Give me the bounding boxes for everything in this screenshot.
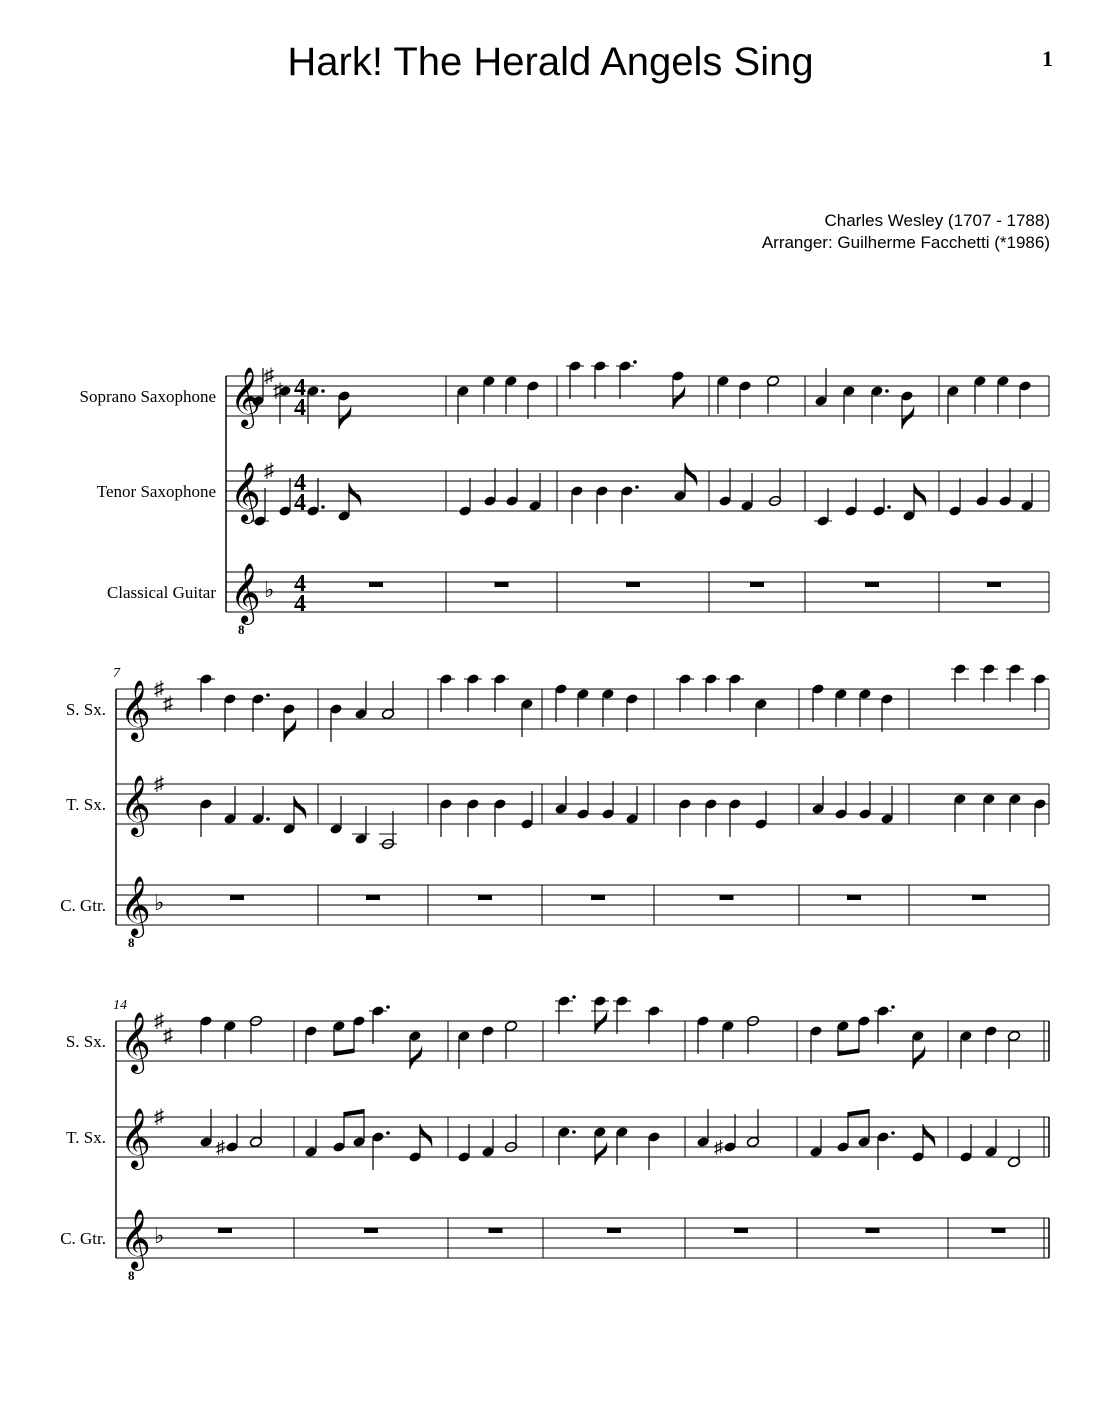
whole-rest-icon bbox=[847, 895, 861, 900]
treble-clef-icon: 𝄞 bbox=[120, 1014, 151, 1071]
flat-icon: ♭ bbox=[264, 577, 275, 602]
sharp-icon: ♯ bbox=[154, 678, 164, 700]
dot bbox=[321, 389, 325, 393]
whole-rest-icon bbox=[734, 1228, 748, 1233]
staff bbox=[116, 876, 1049, 950]
guitar-part bbox=[218, 1228, 1006, 1233]
eighth-flag bbox=[673, 385, 685, 409]
treble-clef-icon: 𝄞 bbox=[230, 565, 261, 622]
instrument-label: T. Sx. bbox=[66, 1128, 106, 1147]
whole-rest-icon bbox=[478, 895, 492, 900]
instrument-label: S. Sx. bbox=[65, 700, 106, 719]
flat-icon: ♭ bbox=[154, 890, 165, 915]
dot bbox=[885, 389, 889, 393]
dot bbox=[266, 817, 270, 821]
dot bbox=[321, 505, 325, 509]
beam bbox=[838, 1049, 859, 1057]
guitar-part bbox=[369, 582, 1001, 587]
eighth-flag bbox=[349, 483, 361, 507]
eighth-flag bbox=[284, 718, 296, 742]
whole-rest-icon bbox=[972, 895, 986, 900]
dot bbox=[891, 1131, 895, 1135]
soprano-part bbox=[251, 360, 1031, 429]
whole-rest-icon bbox=[366, 895, 380, 900]
time-signature-bottom: 4 bbox=[294, 395, 306, 421]
sharp-icon: ♯ bbox=[154, 773, 164, 795]
soprano-part bbox=[199, 995, 1020, 1069]
whole-rest-icon bbox=[489, 1228, 503, 1233]
dot bbox=[887, 505, 891, 509]
dot bbox=[635, 485, 639, 489]
staff bbox=[116, 773, 1049, 837]
whole-rest-icon bbox=[865, 582, 879, 587]
page-number: 1 bbox=[1042, 46, 1053, 71]
eighth-flag bbox=[923, 1124, 935, 1148]
eighth-flag bbox=[595, 1010, 607, 1034]
sharp-icon: ♯ bbox=[163, 1025, 173, 1047]
time-signature-bottom: 4 bbox=[294, 490, 306, 516]
dot bbox=[386, 1005, 390, 1009]
sharp-icon: ♯ bbox=[264, 365, 274, 387]
arranger-credit: Arranger: Guilherme Facchetti (*1986) bbox=[761, 233, 1050, 252]
dot bbox=[891, 1005, 895, 1009]
treble-clef-icon: 𝄞 bbox=[120, 1211, 151, 1268]
eighth-flag bbox=[914, 483, 926, 507]
sharp-icon: ♯ bbox=[154, 1010, 164, 1032]
beam bbox=[344, 1109, 364, 1117]
treble-clef-icon: 𝄞 bbox=[120, 777, 151, 834]
treble-clef-icon: 𝄞 bbox=[120, 1110, 151, 1167]
whole-rest-icon bbox=[750, 582, 764, 587]
treble-clef-icon: 𝄞 bbox=[120, 878, 151, 935]
sharp-icon: ♯ bbox=[163, 693, 173, 715]
octave-8-mark: 8 bbox=[128, 935, 135, 950]
dot bbox=[266, 693, 270, 697]
composer-credit: Charles Wesley (1707 - 1788) bbox=[824, 211, 1050, 230]
whole-rest-icon bbox=[992, 1228, 1006, 1233]
score-title: Hark! The Herald Angels Sing bbox=[287, 40, 814, 84]
tenor-part bbox=[199, 776, 1046, 850]
staff bbox=[116, 678, 1049, 742]
soprano-part bbox=[197, 663, 1049, 742]
guitar-part bbox=[230, 895, 986, 900]
instrument-label: C. Gtr. bbox=[60, 1229, 106, 1248]
sharp-icon: ♯ bbox=[154, 1106, 164, 1128]
sharp-icon: ♯ bbox=[216, 1137, 225, 1157]
whole-rest-icon bbox=[866, 1228, 880, 1233]
time-signature-top: 4 bbox=[294, 470, 306, 496]
whole-rest-icon bbox=[987, 582, 1001, 587]
whole-rest-icon bbox=[230, 895, 244, 900]
dot bbox=[572, 1130, 576, 1134]
whole-rest-icon bbox=[626, 582, 640, 587]
eighth-flag bbox=[294, 796, 306, 820]
whole-rest-icon bbox=[720, 895, 734, 900]
measure-number: 14 bbox=[113, 998, 127, 1013]
treble-clef-icon: 𝄞 bbox=[230, 464, 261, 521]
time-signature-top: 4 bbox=[294, 571, 306, 597]
whole-rest-icon bbox=[369, 582, 383, 587]
dot bbox=[633, 360, 637, 364]
instrument-label: Tenor Saxophone bbox=[96, 482, 216, 501]
tenor-part bbox=[251, 463, 1034, 527]
octave-8-mark: 8 bbox=[238, 622, 245, 637]
treble-clef-icon: 𝄞 bbox=[230, 369, 261, 426]
instrument-label: S. Sx. bbox=[65, 1032, 106, 1051]
sharp-icon: ♯ bbox=[264, 460, 274, 482]
octave-8-mark: 8 bbox=[128, 1268, 135, 1283]
beam bbox=[848, 1109, 869, 1117]
eighth-flag bbox=[595, 1141, 607, 1165]
sharp-icon: ♯ bbox=[714, 1137, 723, 1157]
instrument-label: T. Sx. bbox=[66, 795, 106, 814]
staff bbox=[226, 365, 1049, 429]
measure-number: 7 bbox=[113, 666, 120, 681]
dot bbox=[386, 1131, 390, 1135]
time-signature-top: 4 bbox=[294, 375, 306, 401]
time-signature-bottom: 4 bbox=[294, 591, 306, 617]
sharp-icon: ♯ bbox=[273, 380, 283, 402]
beam bbox=[334, 1049, 354, 1057]
whole-rest-icon bbox=[495, 582, 509, 587]
dot bbox=[572, 995, 576, 999]
eighth-flag bbox=[420, 1124, 432, 1148]
whole-rest-icon bbox=[591, 895, 605, 900]
eighth-flag bbox=[339, 405, 351, 429]
treble-clef-icon: 𝄞 bbox=[120, 682, 151, 739]
eighth-flag bbox=[913, 1045, 925, 1069]
eighth-flag bbox=[902, 405, 914, 429]
whole-rest-icon bbox=[218, 1228, 232, 1233]
instrument-label: C. Gtr. bbox=[60, 896, 106, 915]
instrument-label: Classical Guitar bbox=[106, 583, 216, 602]
whole-rest-icon bbox=[364, 1228, 378, 1233]
flat-icon: ♭ bbox=[154, 1223, 165, 1248]
instrument-label: Soprano Saxophone bbox=[79, 387, 216, 406]
tenor-part bbox=[199, 1109, 1020, 1170]
whole-rest-icon bbox=[607, 1228, 621, 1233]
eighth-flag bbox=[685, 463, 697, 487]
staff bbox=[116, 1209, 1049, 1283]
staff bbox=[226, 563, 1049, 637]
eighth-flag bbox=[410, 1045, 422, 1069]
